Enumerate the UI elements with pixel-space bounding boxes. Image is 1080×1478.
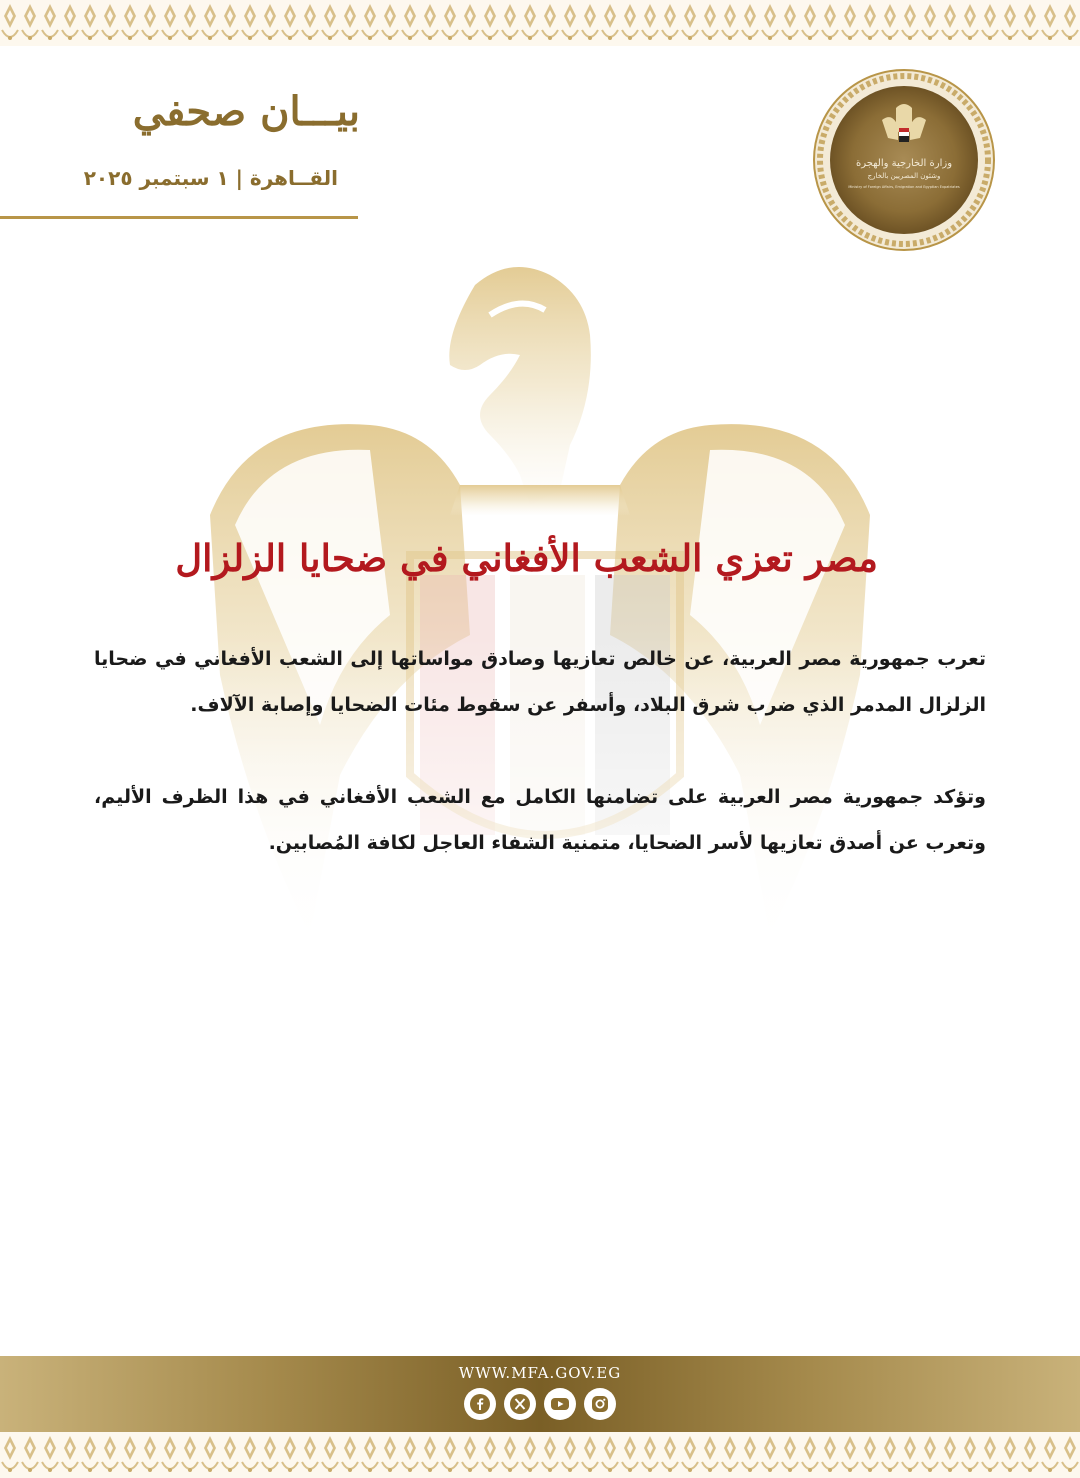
statement-paragraph-1: تعرب جمهورية مصر العربية، عن خالص تعازيها وصادق مواساتها إلى الشعب الأفغاني في ضحايا الزلزال المدمر الذي ضرب شرق البلاد، وأسفر عن سقوط مئات الضحايا وإصابة الآلاف. bbox=[94, 648, 986, 716]
facebook-icon[interactable] bbox=[464, 1388, 496, 1420]
header-divider bbox=[0, 216, 358, 219]
seal-text-line3: Ministry of Foreign Affairs, Emigration and Egyptian Expatriates bbox=[848, 185, 960, 189]
youtube-icon[interactable] bbox=[544, 1388, 576, 1420]
social-links bbox=[464, 1388, 616, 1422]
x-icon[interactable] bbox=[504, 1388, 536, 1420]
document-type-title: بيـــان صحفي bbox=[132, 88, 360, 135]
statement-title: مصر تعزي الشعب الأفغاني في ضحايا الزلزال bbox=[175, 536, 878, 580]
instagram-icon[interactable] bbox=[584, 1388, 616, 1420]
seal-text-line2: وشئون المصريين بالخارج bbox=[867, 172, 941, 180]
ministry-seal-icon bbox=[812, 68, 996, 252]
top-ornament-border bbox=[0, 0, 1080, 46]
website-link[interactable]: WWW.MFA.GOV.EG bbox=[458, 1364, 622, 1382]
seal-text-line1: وزارة الخارجية والهجرة bbox=[855, 158, 953, 169]
location-date-line: القــاهرة | ١ سبتمبر ٢٠٢٥ bbox=[83, 166, 338, 190]
bottom-ornament-border bbox=[0, 1432, 1080, 1478]
statement-paragraph-2: وتؤكد جمهورية مصر العربية على تضامنها الكامل مع الشعب الأفغاني في هذا الظرف الأليم، وتعرب عن أصدق تعازيها لأسر الضحايا، متمنية الشفاء العاجل لكافة المُصابين. bbox=[94, 786, 986, 854]
eagle-watermark-icon bbox=[190, 255, 890, 975]
